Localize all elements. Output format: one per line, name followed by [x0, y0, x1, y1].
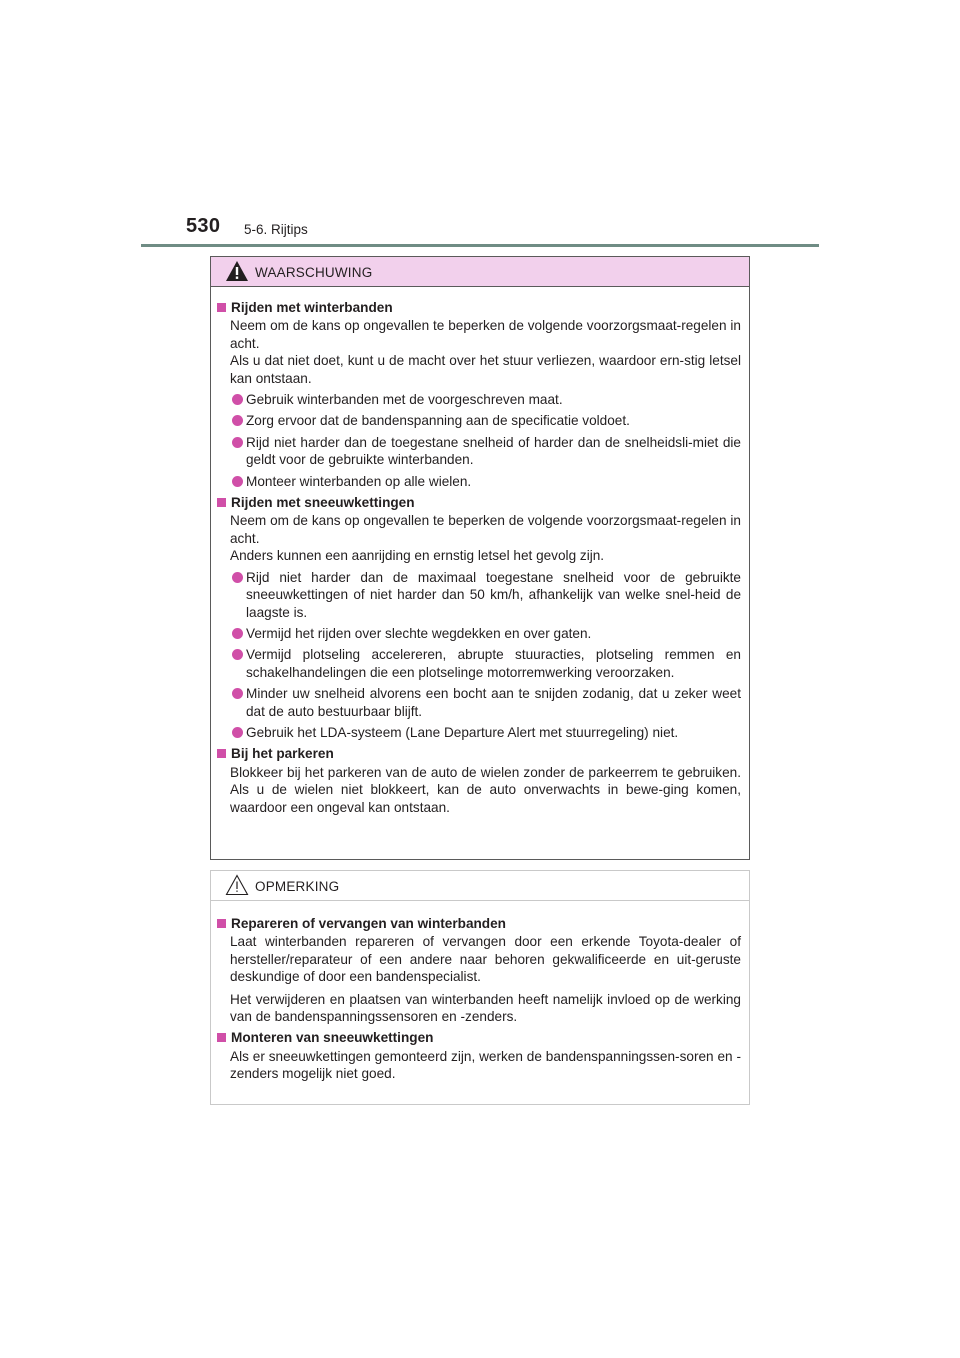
warning-body — [211, 287, 749, 816]
note-section-tire-repair — [217, 915, 741, 1025]
square-bullet-icon — [217, 498, 226, 507]
round-bullet-icon — [232, 572, 243, 583]
round-bullet-icon — [232, 476, 243, 487]
warning-section-winter-tires — [217, 299, 741, 490]
paragraph: Als er sneeuwkettingen gemonteerd zijn, werken de bandenspanningssen-soren en -zenders mogelijk niet goed. — [230, 1048, 741, 1082]
list-item: Zorg ervoor dat de bandenspanning aan de specificatie voldoet. — [217, 412, 741, 429]
warning-triangle-outline-icon — [225, 874, 249, 896]
round-bullet-icon — [232, 649, 243, 660]
section-heading: Rijden met winterbanden — [231, 300, 393, 315]
warning-section-snow-chains — [217, 494, 741, 741]
list-item: Gebruik winterbanden met de voorgeschreven maat. — [217, 391, 741, 408]
round-bullet-icon — [232, 727, 243, 738]
list-item: Vermijd plotseling accelereren, abrupte stuuracties, plotseling remmen en schakelhandelingen die een plotselinge motorremwerking veroorzaken. — [217, 646, 741, 681]
paragraph: Als u dat niet doet, kunt u de macht over het stuur verliezen, waardoor ern-stig letsel kan ontstaan. — [230, 353, 741, 386]
paragraph: Het verwijderen en plaatsen van winterbanden heeft namelijk invloed op de werking van de bandenspanningssensoren en -zenders. — [230, 991, 741, 1025]
paragraph: Laat winterbanden repareren of vervangen door een erkende Toyota-dealer of hersteller/reparateur of een andere naar behoren gekwalificeerde en uit-geruste deskundige of door een bandenspecialist. — [230, 934, 741, 985]
note-box — [210, 870, 750, 1105]
round-bullet-icon — [232, 628, 243, 639]
round-bullet-icon — [232, 437, 243, 448]
note-header — [211, 871, 749, 901]
paragraph: Neem om de kans op ongevallen te beperken de volgende voorzorgsmaat-regelen in acht. — [230, 513, 741, 546]
list-item: Minder uw snelheid alvorens een bocht aan te snijden zodanig, dat u zeker weet dat de auto bestuurbaar blijft. — [217, 685, 741, 720]
list-item: Rijd niet harder dan de maximaal toegestane snelheid voor de gebruikte sneeuwkettingen of niet harder dan 50 km/h, afhankelijk van welke snel-heid de laagste is. — [217, 569, 741, 621]
list-item: Gebruik het LDA-systeem (Lane Departure Alert met stuurregeling) niet. — [217, 724, 741, 741]
square-bullet-icon — [217, 1033, 226, 1042]
paragraph: Blokkeer bij het parkeren van de auto de wielen zonder de parkeerrem te gebruiken. Als u de wielen niet blokkeert, kan de auto onverwachts in bewe-ging komen, waardoor een ongeval kan ontstaan. — [230, 764, 741, 815]
page-number: 530 — [186, 215, 221, 237]
warning-box — [210, 256, 750, 860]
section-heading: Rijden met sneeuwkettingen — [231, 495, 415, 511]
note-section-snow-chains — [217, 1029, 741, 1082]
warning-section-parking — [217, 745, 741, 816]
list-item: Rijd niet harder dan de toegestane snelheid of harder dan de snelheidsli-miet die geldt voor de gebruikte winterbanden. — [217, 434, 741, 469]
warning-triangle-filled-icon — [225, 260, 249, 282]
round-bullet-icon — [232, 688, 243, 699]
round-bullet-icon — [232, 415, 243, 426]
list-item: Monteer winterbanden op alle wielen. — [217, 473, 741, 490]
square-bullet-icon — [217, 303, 226, 312]
paragraph: Anders kunnen een aanrijding en ernstig letsel het gevolg zijn. — [230, 548, 605, 564]
square-bullet-icon — [217, 919, 226, 928]
list-item: Vermijd het rijden over slechte wegdekken en over gaten. — [217, 625, 741, 642]
note-body — [211, 901, 749, 1083]
square-bullet-icon — [217, 749, 226, 758]
header-rule — [141, 244, 819, 247]
note-label: OPMERKING — [255, 879, 340, 894]
section-heading: Bij het parkeren — [231, 746, 334, 762]
round-bullet-icon — [232, 394, 243, 405]
section-heading: Repareren of vervangen van winterbanden — [231, 916, 506, 931]
warning-label: WAARSCHUWING — [255, 265, 373, 280]
section-title: 5-6. Rijtips — [244, 222, 308, 237]
paragraph: Neem om de kans op ongevallen te beperken de volgende voorzorgsmaat-regelen in acht. — [230, 318, 741, 351]
warning-header — [211, 257, 749, 287]
section-heading: Monteren van sneeuwkettingen — [231, 1030, 434, 1046]
